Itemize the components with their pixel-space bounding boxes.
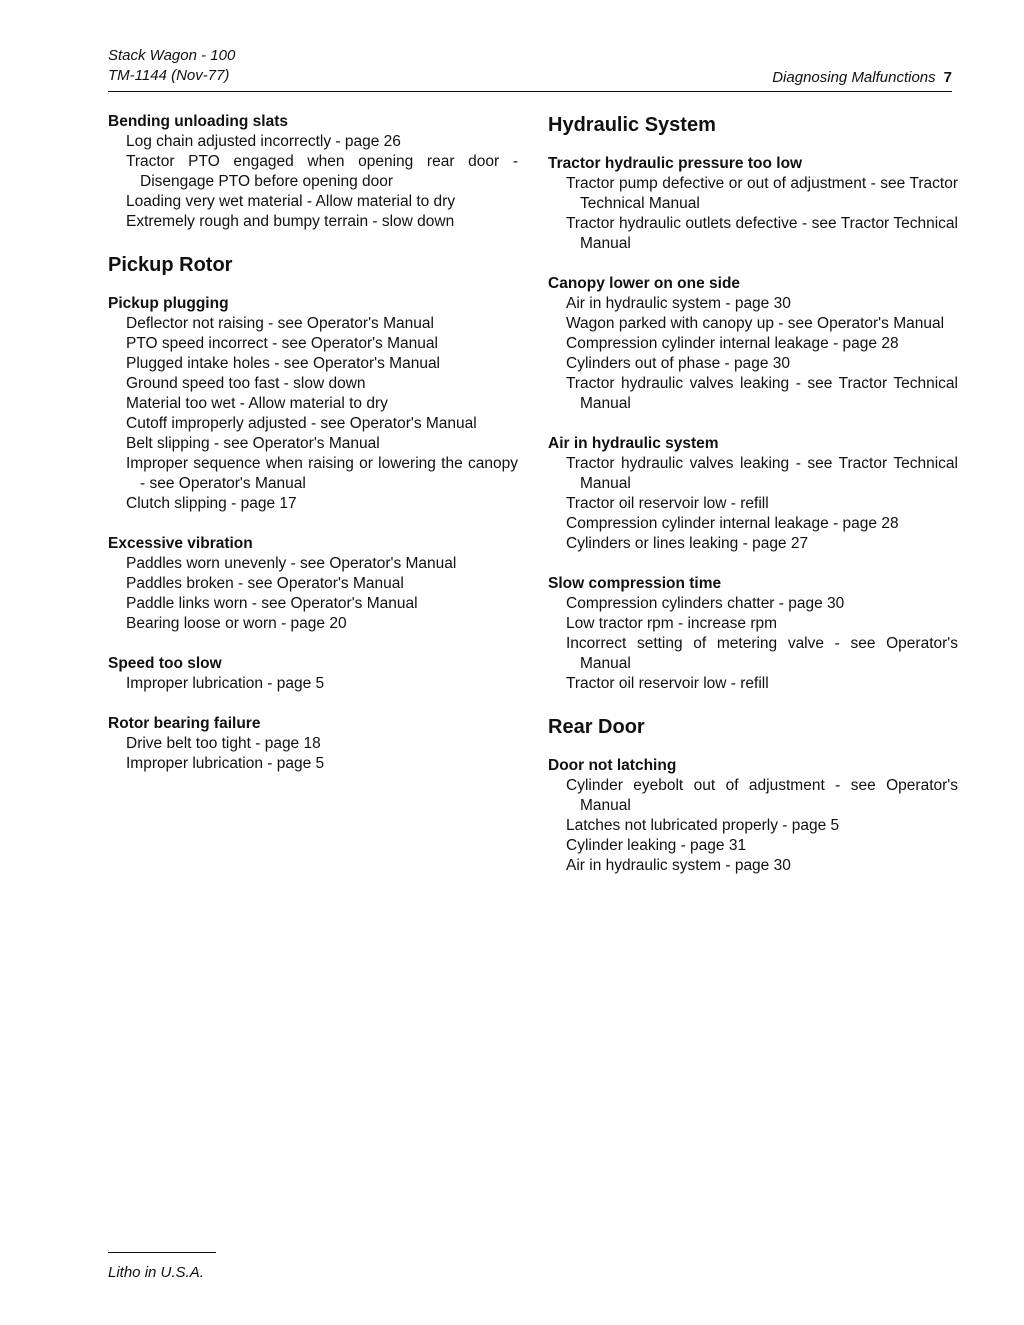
- right-blocks-2: [548, 756, 958, 876]
- right-column: [548, 112, 958, 896]
- malfunction-title: Pickup plugging: [108, 295, 229, 312]
- cause-remedy-item: Improper lubrication - page 5: [126, 675, 325, 692]
- cause-remedy-item: Tractor hydraulic outlets defective - see Tractor Technical Manual: [566, 215, 958, 252]
- header-rule: [108, 91, 952, 92]
- malfunction-title: Rotor bearing failure: [108, 715, 261, 732]
- cause-remedy-item: Cylinder eyebolt out of adjustment - see Operator's Manual: [566, 777, 958, 814]
- page-header-right: [772, 68, 952, 88]
- cause-remedy-item: Air in hydraulic system - page 30: [566, 295, 791, 312]
- cause-remedy-item: Cylinders out of phase - page 30: [566, 355, 791, 372]
- cause-remedy-item: Tractor oil reservoir low - refill: [566, 675, 769, 692]
- cause-remedy-item: Tractor hydraulic valves leaking - see Tractor Technical Manual: [566, 455, 958, 492]
- left-blocks-2: [108, 294, 518, 774]
- malfunction-block: [108, 654, 518, 694]
- header-product: Stack Wagon - 100: [108, 47, 236, 64]
- cause-remedy-item: Improper lubrication - page 5: [126, 755, 325, 772]
- cause-remedy-item: Incorrect setting of metering valve - see Operator's Manual: [566, 635, 958, 672]
- cause-remedy-item: Wagon parked with canopy up - see Operator's Manual: [566, 315, 945, 332]
- cause-remedy-item: PTO speed incorrect - see Operator's Manual: [126, 335, 438, 352]
- cause-remedy-item: Deflector not raising - see Operator's Manual: [126, 315, 434, 332]
- page-header-left: [108, 46, 235, 86]
- section-title-pickup-rotor: Pickup Rotor: [108, 254, 233, 276]
- cause-remedy-item: Bearing loose or worn - page 20: [126, 615, 347, 632]
- malfunction-block: [548, 756, 958, 876]
- malfunction-title: Door not latching: [548, 757, 677, 774]
- cause-remedy-item: Tractor pump defective or out of adjustment - see Tractor Technical Manual: [566, 175, 958, 212]
- malfunction-block: [108, 112, 518, 232]
- malfunction-block: [548, 574, 958, 694]
- malfunction-title: Speed too slow: [108, 655, 222, 672]
- malfunction-block: [548, 154, 958, 254]
- malfunction-title: Slow compression time: [548, 575, 722, 592]
- footer-rule: [108, 1252, 216, 1253]
- malfunction-block: [548, 274, 958, 414]
- malfunction-title: Tractor hydraulic pressure too low: [548, 155, 803, 172]
- header-manual-number: TM-1144 (Nov-77): [108, 67, 230, 84]
- cause-remedy-item: Cylinder leaking - page 31: [566, 837, 747, 854]
- malfunction-title: Bending unloading slats: [108, 113, 288, 130]
- right-blocks-1: [548, 154, 958, 694]
- header-section-title: Diagnosing Malfunctions: [772, 69, 936, 86]
- cause-remedy-item: Log chain adjusted incorrectly - page 26: [126, 133, 401, 150]
- section-title-rear-door: Rear Door: [548, 716, 645, 738]
- malfunction-block: [108, 714, 518, 774]
- cause-remedy-item: Paddle links worn - see Operator's Manual: [126, 595, 418, 612]
- section-title-hydraulic-system: Hydraulic System: [548, 114, 716, 136]
- cause-remedy-item: Compression cylinders chatter - page 30: [566, 595, 845, 612]
- malfunction-title: Air in hydraulic system: [548, 435, 719, 452]
- cause-remedy-item: Plugged intake holes - see Operator's Manual: [126, 355, 441, 372]
- cause-remedy-item: Tractor PTO engaged when opening rear door - Disengage PTO before opening door: [126, 153, 518, 190]
- malfunction-block: [108, 534, 518, 634]
- left-column: [108, 112, 518, 794]
- cause-remedy-item: Material too wet - Allow material to dry: [126, 395, 388, 412]
- left-blocks-1: [108, 112, 518, 232]
- footer-litho: Litho in U.S.A.: [108, 1264, 204, 1281]
- cause-remedy-item: Low tractor rpm - increase rpm: [566, 615, 778, 632]
- malfunction-title: Excessive vibration: [108, 535, 253, 552]
- cause-remedy-item: Belt slipping - see Operator's Manual: [126, 435, 380, 452]
- cause-remedy-item: Drive belt too tight - page 18: [126, 735, 321, 752]
- cause-remedy-item: Clutch slipping - page 17: [126, 495, 297, 512]
- cause-remedy-item: Tractor oil reservoir low - refill: [566, 495, 769, 512]
- cause-remedy-item: Tractor hydraulic valves leaking - see Tractor Technical Manual: [566, 375, 958, 412]
- cause-remedy-item: Extremely rough and bumpy terrain - slow down: [126, 213, 455, 230]
- cause-remedy-item: Air in hydraulic system - page 30: [566, 857, 791, 874]
- cause-remedy-item: Latches not lubricated properly - page 5: [566, 817, 840, 834]
- cause-remedy-item: Ground speed too fast - slow down: [126, 375, 366, 392]
- cause-remedy-item: Loading very wet material - Allow material to dry: [126, 193, 456, 210]
- cause-remedy-item: Cylinders or lines leaking - page 27: [566, 535, 809, 552]
- malfunction-block: [548, 434, 958, 554]
- cause-remedy-item: Paddles worn unevenly - see Operator's Manual: [126, 555, 457, 572]
- malfunction-block: [108, 294, 518, 514]
- cause-remedy-item: Compression cylinder internal leakage - page 28: [566, 515, 899, 532]
- page-number: 7: [943, 69, 952, 86]
- cause-remedy-item: Compression cylinder internal leakage - page 28: [566, 335, 899, 352]
- cause-remedy-item: Cutoff improperly adjusted - see Operator's Manual: [126, 415, 477, 432]
- malfunction-title: Canopy lower on one side: [548, 275, 741, 292]
- cause-remedy-item: Improper sequence when raising or lowering the canopy - see Operator's Manual: [126, 455, 518, 492]
- cause-remedy-item: Paddles broken - see Operator's Manual: [126, 575, 404, 592]
